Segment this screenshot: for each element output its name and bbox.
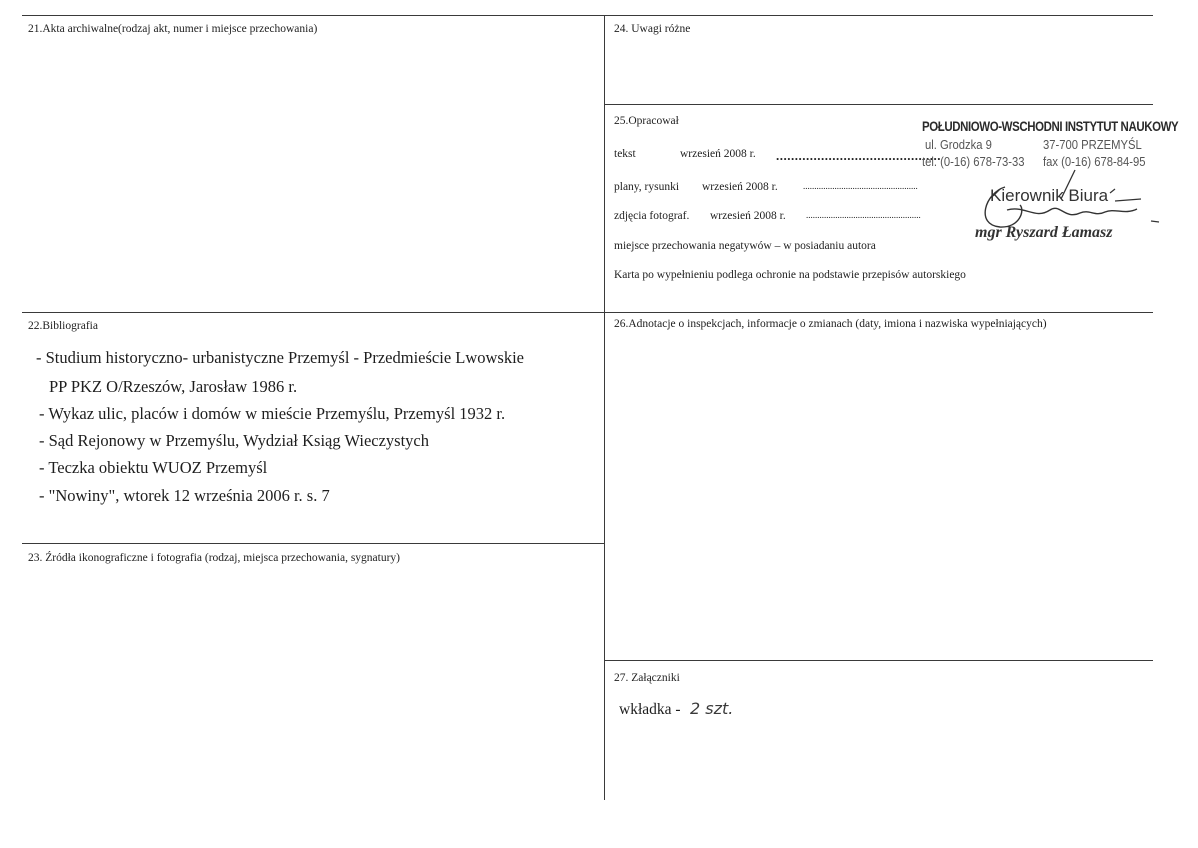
stamp-phone: tel. (0-16) 678-73-33	[922, 155, 1025, 169]
divider-21-22	[22, 312, 1153, 313]
top-border	[22, 15, 1153, 16]
bibliography-item: - Wykaz ulic, placów i domów w mieście Przemyślu, Przemyśl 1932 r.	[39, 404, 506, 423]
plany-date: wrzesień 2008 r.	[702, 181, 778, 193]
section-25-label: 25.Opracował	[614, 115, 679, 127]
section-27-label: 27. Załączniki	[614, 672, 680, 684]
divider-26-27	[604, 660, 1153, 661]
stamp-street: ul. Grodzka 9	[925, 138, 992, 152]
section-23-label: 23. Źródła ikonograficzne i fotografia (rodzaj, miejsca przechowania, sygnatury)	[28, 552, 400, 564]
storage-note: miejsce przechowania negatywów – w posiadaniu autora	[614, 240, 876, 252]
plany-dots: ...................................................	[803, 181, 918, 191]
plany-label: plany, rysunki	[614, 181, 680, 193]
stamp-name: mgr Ryszard Łamasz	[975, 224, 1113, 241]
stamp-institute: POŁUDNIOWO-WSCHODNI INSTYTUT NAUKOWY	[922, 118, 1179, 134]
attachments-content: wkładka -	[619, 701, 681, 718]
protection-note: Karta po wypełnieniu podlega ochronie na podstawie przepisów autorskiego	[614, 269, 966, 281]
stamp-fax: fax (0-16) 678-84-95	[1043, 155, 1146, 169]
section-22-label: 22.Bibliografia	[28, 320, 98, 332]
bibliography-item: - Studium historyczno- urbanistyczne Przemyśl - Przedmieście Lwowskie	[36, 348, 525, 367]
stamp-city: 37-700 PRZEMYŚL	[1043, 138, 1142, 152]
zdjecia-dots: ...................................................	[806, 210, 921, 220]
attachments-handwritten: 2 szt.	[690, 699, 734, 718]
vertical-divider	[604, 15, 605, 800]
divider-24-25	[604, 104, 1153, 105]
tekst-date: wrzesień 2008 r.	[680, 148, 756, 160]
tekst-dots: ............................................	[776, 148, 941, 163]
signature-icon	[965, 165, 1165, 235]
tekst-label: tekst	[614, 148, 636, 160]
section-21-label: 21.Akta archiwalne(rodzaj akt, numer i miejsce przechowania)	[28, 23, 318, 35]
zdjecia-date: wrzesień 2008 r.	[710, 210, 786, 222]
divider-22-23	[22, 543, 605, 544]
stamp-title: Kierownik Biura	[990, 186, 1109, 205]
bibliography-item: PP PKZ O/Rzeszów, Jarosław 1986 r.	[49, 377, 298, 396]
bibliography-item: - "Nowiny", wtorek 12 września 2006 r. s. 7	[39, 486, 330, 505]
bibliography-item: - Sąd Rejonowy w Przemyślu, Wydział Ksiąg Wieczystych	[39, 431, 429, 450]
section-26-label: 26.Adnotacje o inspekcjach, informacje o zmianach (daty, imiona i nazwiska wypełniających)	[614, 318, 1047, 330]
bibliography-item: - Teczka obiektu WUOZ Przemyśl	[39, 458, 268, 477]
section-24-label: 24. Uwagi różne	[614, 23, 691, 35]
zdjecia-label: zdjęcia fotograf.	[614, 210, 690, 222]
